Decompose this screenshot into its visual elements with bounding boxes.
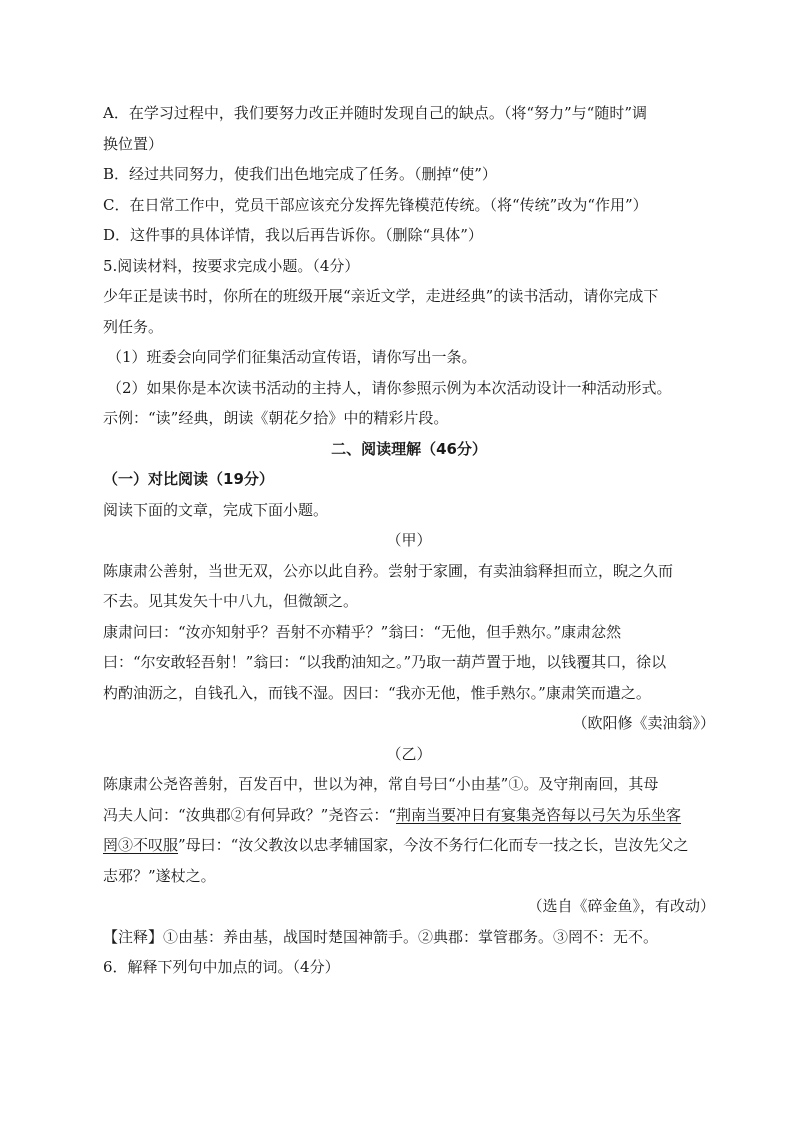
question-5-task2: （2）如果你是本次读书活动的主持人，请你参照示例为本次活动设计一种活动形式。 [107,378,672,397]
section-2-heading: 二、阅读理解（46分） [331,439,487,458]
underlined-sentence-part2: 罔③不叹服 [103,836,179,854]
document-page [103,98,715,983]
option-a-line2: 换位置） [103,134,164,153]
question-6-title: 6．解释下列句中加点的词。（4分） [103,958,340,976]
option-a-line1: A．在学习过程中，我们要努力改正并随时发现自己的缺点。（将“努力”与“随时”调 [103,104,648,122]
option-c: C．在日常工作中，党员干部应该充分发挥先锋模范传统。（将“传统”改为“作用”） [103,195,648,214]
subsection-heading: （一）对比阅读（19分） [103,470,274,488]
passage-yi-label: （乙） [386,744,432,763]
question-5-intro-line2: 列任务。 [103,317,164,336]
passage-jia-p1-line1: 陈康肃公善射，当世无双，公亦以此自矜。尝射于家圃，有卖油翁释担而立，睨之久而 [103,561,674,580]
question-5-title: 5.阅读材料，按要求完成小题。（4分） [103,256,360,275]
passage-yi-line1: 陈康肃公尧咨善射，百发百中，世以为神，常自号曰“小由基”①。及守荆南回，其母 [103,775,659,793]
passage-jia-p2-line2: 曰：“尔安敢轻吾射！”翁曰：“以我酌油知之。”乃取一葫芦置于地，以钱覆其口，徐以 [103,653,667,671]
passage-yi-line3-text: ”母曰：“汝父教汝以忠孝辅国家，今汝不务行仁化而专一技之长，岂汝先父之 [178,836,689,854]
passage-yi-line2 [103,800,715,831]
underlined-sentence-part1: 荆南当要冲日有宴集尧咨每以弓矢为乐坐客 [396,805,682,824]
passage-jia-p2-line3: 杓酌油沥之，自钱孔入，而钱不湿。因曰：“我亦无他，惟手熟尔。”康肃笑而遣之。 [103,683,651,702]
passage-jia-label: （甲） [386,531,432,549]
passage-yi-note: 【注释】①由基：养由基，战国时楚国神箭手。②典郡：掌管郡务。③罔不：无不。 [103,927,659,946]
passage-yi-line4: 志邪？”遂杖之。 [103,866,216,885]
passage-yi-source: （选自《碎金鱼》，有改动） [527,897,715,915]
reading-instruction: 阅读下面的文章，完成下面小题。 [103,500,329,519]
passage-yi-line3 [103,830,715,861]
option-b: B．经过共同努力，使我们出色地完成了任务。（删掉“使”） [103,165,497,183]
question-5-intro-line1: 少年正是读书时，你所在的班级开展“亲近文学，走进经典”的读书活动，请你完成下 [103,287,659,305]
passage-jia-p2-line1: 康肃问曰：“汝亦知射乎？吾射不亦精乎？”翁曰：“无他，但手熟尔。”康肃忿然 [103,622,622,641]
passage-jia-source: （欧阳修《卖油翁》） [572,714,715,732]
question-5-example: 示例：“读”经典，朗读《朝花夕拾》中的精彩片段。 [103,409,449,427]
question-5-task1: （1）班委会向同学们征集活动宣传语，请你写出一条。 [107,348,477,366]
passage-yi-line2-text: 冯夫人问：“汝典郡②有何异政？”尧咨云：“ [103,805,397,824]
option-d: D．这件事的具体详情，我以后再告诉你。（删除“具体”） [103,226,483,244]
passage-jia-p1-line2: 不去。见其发矢十中八九，但微颔之。 [103,592,359,610]
